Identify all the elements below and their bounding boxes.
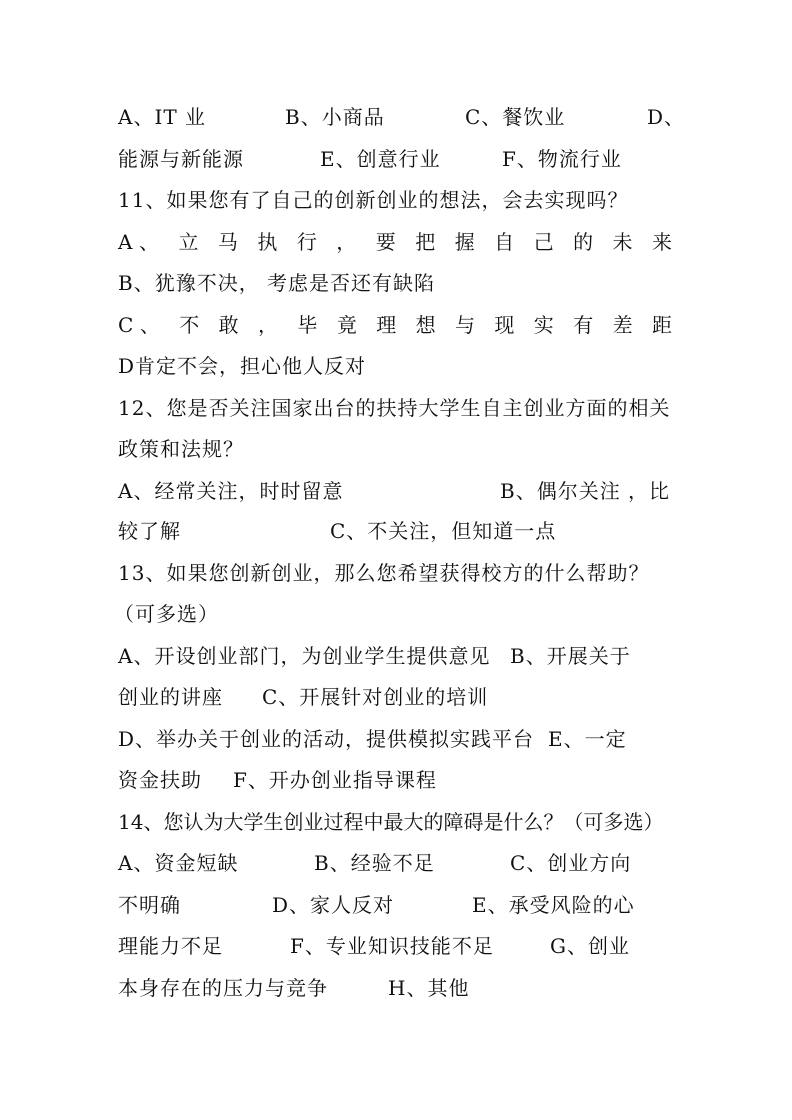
option-a: A、经常关注，时时留意 [118,479,344,503]
q12-options-line-1 [0,476,792,506]
q14-options-line-2 [0,890,792,920]
option-a: A、 立 马 执 行 ， 要 把 握 自 己 的 未 来 [118,230,672,254]
option-e-cont: 理能力不足 [118,934,223,958]
option-e: E、一定 [548,727,627,751]
option-f: F、物流行业 [502,147,622,171]
option-d-label: D、 [647,105,686,129]
option-f: F、专业知识技能不足 [290,934,494,958]
question-text: 13、如果您创新创业，那么您希望获得校方的什么帮助？ [118,561,650,585]
option-d-text: 能源与新能源 [118,147,244,171]
option-h: H、其他 [388,976,470,1000]
option-c: C、开展针对创业的培训 [262,685,489,709]
option-b: B、开展关于 [510,644,631,668]
q14-options-line-1 [0,848,792,878]
option-b: B、小商品 [285,105,385,129]
option-a: A、IT 业 [118,105,207,129]
option-e: E、创意行业 [320,147,441,171]
option-b-cont: 较了解 [118,519,181,543]
multi-select-note: （可多选） [114,602,219,626]
question-text: 12、您是否关注国家出台的扶持大学生自主创业方面的相关 [118,396,671,420]
option-a: A、开设创业部门，为创业学生提供意见 [118,644,491,668]
option-f: F、开办创业指导课程 [233,768,437,792]
option-b-cont: 创业的讲座 [118,685,223,709]
q11-question [0,185,792,215]
q11-option-b [0,268,792,298]
option-a: A、资金短缺 [118,851,239,875]
q14-options-line-4 [0,973,792,1003]
q13-options-line-1 [0,641,792,671]
option-g-cont: 本身存在的压力与竞争 [118,976,328,1000]
q10-options-line-2 [0,144,792,174]
question-text: 14、您认为大学生创业过程中最大的障碍是什么？（可多选） [118,810,664,834]
q13-options-line-4 [0,765,792,795]
option-c: C、餐饮业 [465,105,566,129]
option-e: E、承受风险的心 [472,893,635,917]
q11-option-a [0,227,792,257]
option-b: B、犹豫不决， 考虑是否还有缺陷 [118,271,436,295]
q12-options-line-2 [0,516,792,546]
option-c-cont: 不明确 [118,893,181,917]
q13-question [0,558,792,588]
option-c: C、创业方向 [510,851,632,875]
option-d: D肯定不会，担心他人反对 [118,354,367,378]
q14-question [0,807,792,837]
q13-note [0,599,792,629]
q13-options-line-2 [0,682,792,712]
option-b: B、偶尔关注 ，比 [500,479,671,503]
option-e-cont: 资金扶助 [118,768,202,792]
q10-options-line-1 [0,102,792,132]
option-d: D、举办关于创业的活动，提供模拟实践平台 [118,727,535,751]
option-c: C、不关注，但知道一点 [330,519,557,543]
option-d: D、家人反对 [272,893,395,917]
q11-option-d [0,351,792,381]
q11-option-c [0,310,792,340]
option-c: C、 不 敢 ， 毕 竟 理 想 与 现 实 有 差 距 [118,313,672,337]
q13-options-line-3 [0,724,792,754]
question-text: 11、如果您有了自己的创新创业的想法，会去实现吗？ [118,188,629,212]
q14-options-line-3 [0,931,792,961]
option-g: G、创业 [550,934,630,958]
question-text: 政策和法规？ [118,437,244,461]
option-b: B、经验不足 [314,851,435,875]
q12-question-line-1 [0,393,792,423]
q12-question-line-2 [0,434,792,464]
